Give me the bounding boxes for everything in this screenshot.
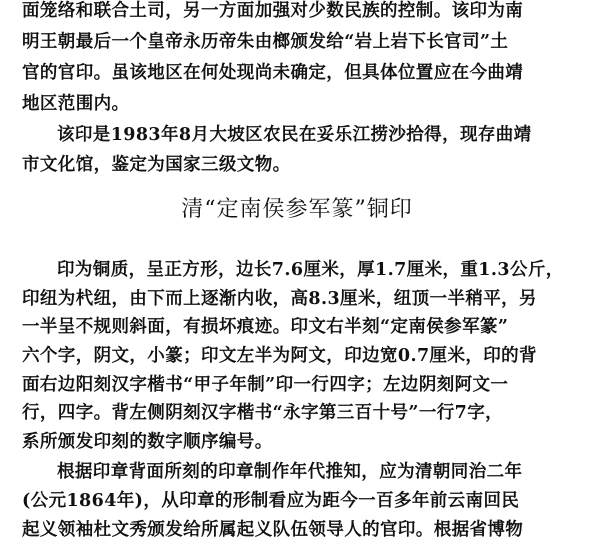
paragraph-1-line-2: 明王朝最后一个皇帝永历帝朱由榔颁发给“岩上岩下长官司”土 [22,32,509,52]
paragraph-3-line-4: 六个字，阴文，小篆；印文左半为阿文，印边宽0.7厘米，印的背 [22,346,537,366]
paragraph-3-line-3: 一半呈不规则斜面，有损坏痕迹。印文右半刻“定南侯参军篆” [22,317,509,337]
paragraph-4-line-2: (公元1864年)，从印章的形制看应为距今一百多年前云南回民 [22,491,520,511]
paragraph-1-line-3: 官的官印。虽该地区在何处现尚未确定，但具体位置应在今曲靖 [22,63,524,83]
paragraph-3-line-5: 面右边阳刻汉字楷书“甲子年制”印一行四字；左边阴刻阿文一 [22,375,509,395]
paragraph-2-line-2: 市文化馆，鉴定为国家三级文物。 [22,155,291,175]
paragraph-3-line-6: 行，四字。背左侧阴刻汉字楷书“永字第三百十号”一行7字， [22,403,504,423]
paragraph-4-line-1: 根据印章背面所刻的印章制作年代推知，应为清朝同治二年 [57,462,523,482]
paragraph-3-line-7: 系所颁发印刻的数字顺序编号。 [22,432,273,452]
paragraph-4-line-3: 起义领袖杜文秀颁发给所属起义队伍领导人的官印。根据省博物 [22,520,524,540]
paragraph-1-line-1: 面笼络和联合土司，另一方面加强对少数民族的控制。该印为南 [22,1,524,21]
section-heading: 清“定南侯参军篆”铜印 [181,197,413,222]
paragraph-1-line-4: 地区范围内。 [22,94,130,114]
paragraph-2-line-1: 该印是1983年8月大坡区农民在妥乐江捞沙拾得，现存曲靖 [57,125,532,145]
paragraph-3-line-2: 印纽为杙纽，由下而上逐渐内收，高8.3厘米，纽顶一半稍平，另 [22,289,537,309]
paragraph-3-line-1: 印为铜质，呈正方形，边长7.6厘米，厚1.7厘米，重1.3公斤， [57,260,564,280]
